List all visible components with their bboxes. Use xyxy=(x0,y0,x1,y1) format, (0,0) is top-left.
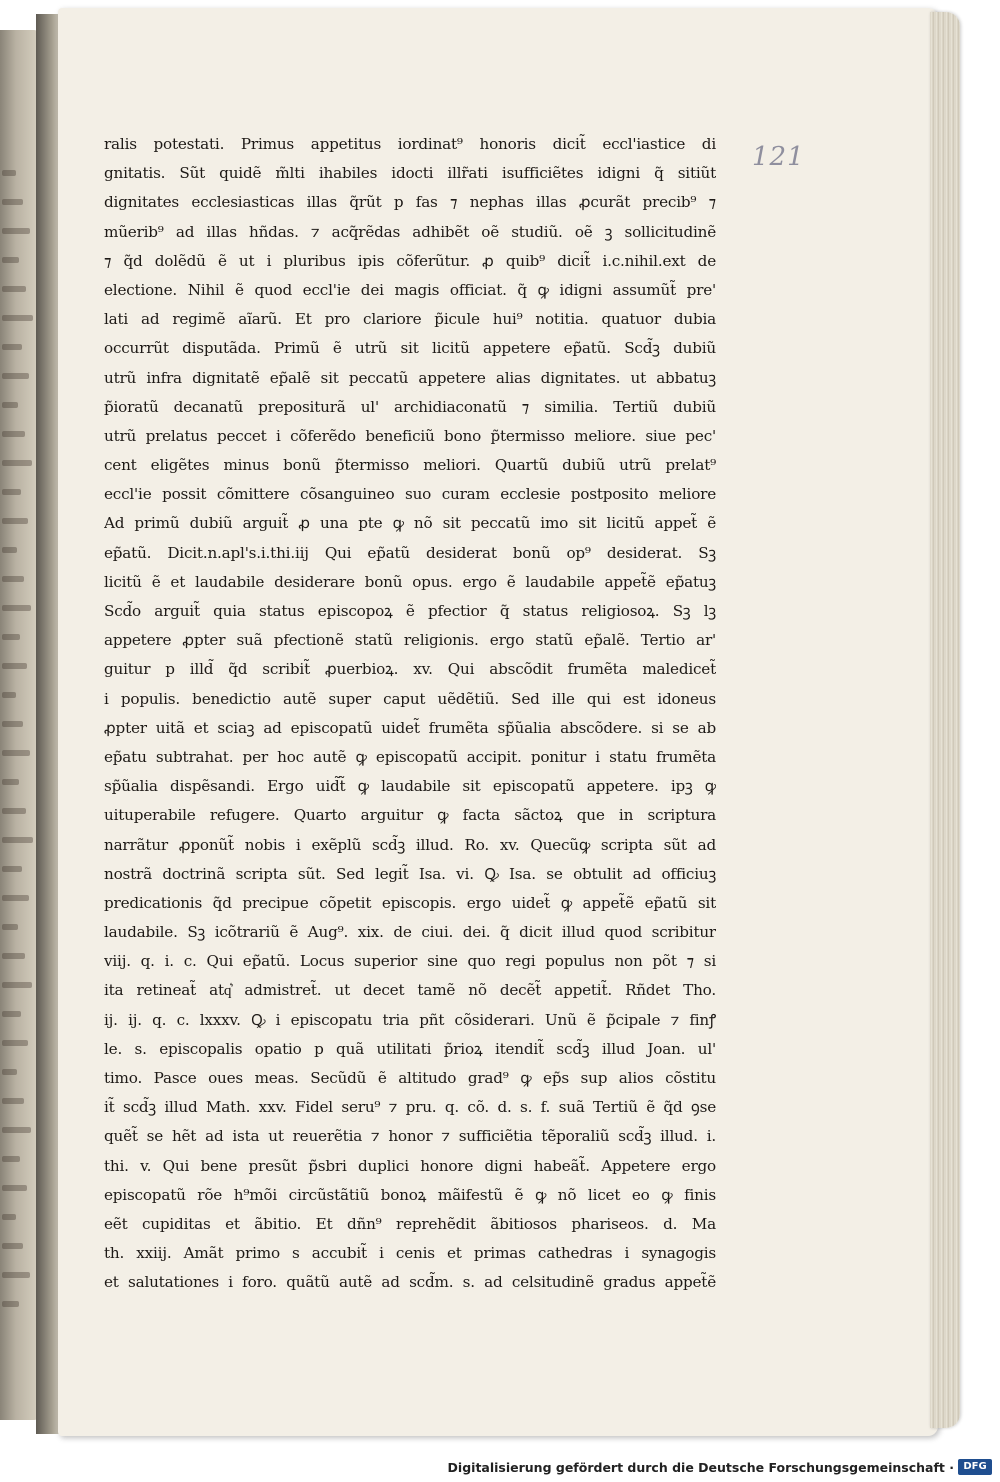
facing-page-text-trace xyxy=(2,518,28,524)
facing-page-text-trace xyxy=(2,1127,31,1133)
text-line: ꝓpter uitã et sciaꝫ ad episcopatũ uidet̃ frumẽta sp̃ũalia abscõdere. si se ab xyxy=(104,718,716,737)
text-line: le. s. episcopalis opatio p quã utilitati p̃rioꝝ itendit̃ scd̃ꝫ illud Joan. ul' xyxy=(104,1039,716,1058)
text-line: Ad primũ dubiũ arguit̃ ꝓ una pte ꝙ nõ sit peccatũ imo sit licitũ appet̃ ẽ xyxy=(104,514,716,533)
facing-page-text-trace xyxy=(2,837,33,843)
text-line: sp̃ũalia dispẽsandi. Ergo uid̃t̃ ꝙ laudabile sit episcopatũ appetere. ipꝫ ꝙ xyxy=(104,777,716,796)
text-line: utrũ prelatus peccet i cõferẽdo beneficiũ bono p̃termisso meliore. siue pec' xyxy=(104,426,716,445)
text-line: lati ad regimẽ aĩarũ. Et pro clariore p̃icule hui⁹ notitia. quatuor dubia xyxy=(104,310,716,329)
text-line: viij. q. i. c. Qui ep̃atũ. Locus superior sine quo regi populus non põt ⁊ si xyxy=(104,952,716,971)
text-line: ep̃atu subtrahat. per hoc autẽ ꝙ episcopatũ accipit. ponitur i statu frumẽta xyxy=(104,747,716,766)
facing-page-text-trace xyxy=(2,1243,23,1249)
text-line: narrãtur ꝓponũt̃ nobis i exẽplũ scd̃ꝫ illud. Ro. xv. Quecũꝙ scripta sũt ad xyxy=(104,835,716,854)
facing-page-text-trace xyxy=(2,170,16,176)
text-line: uituperabile refugere. Quarto arguitur ꝙ facta sãctoꝝ que in scriptura xyxy=(104,806,716,825)
facing-page-text-trace xyxy=(2,547,17,553)
facing-page-text-trace xyxy=(2,1098,24,1104)
facing-page-text-trace xyxy=(2,489,21,495)
facing-page-text-trace xyxy=(2,257,19,263)
facing-page-text-trace xyxy=(2,315,33,321)
text-line: thi. v. Qui bene presũt p̃sbri duplici honore digni habeãt̃. Appetere ergo xyxy=(104,1156,716,1175)
facing-page-text-trace xyxy=(2,1040,28,1046)
text-line: nostrã doctrinã scripta sũt. Sed legit̃ Isa. vi. Ꝙ Isa. se obtulit ad officiuꝫ xyxy=(104,864,716,883)
facing-page-text-trace xyxy=(2,1011,21,1017)
text-line: episcopatũ rõe h⁹mõi circũstãtiũ bonoꝝ mãifestũ ẽ ꝙ nõ licet eo ꝙ finis xyxy=(104,1185,716,1204)
facing-page-text-trace xyxy=(2,460,32,466)
text-line: dignitates ecclesiasticas illas q̃rũt p fas ⁊ nephas illas ꝓcurãt precib⁹ ⁊ xyxy=(104,193,716,212)
facing-page-text-trace xyxy=(2,1272,30,1278)
text-line: Scd̃o arguit̃ quia status episcopoꝝ ẽ pfectior q̃ status religiosoꝝ. Sꝫ lꝫ xyxy=(104,602,716,620)
left-facing-page-edge xyxy=(0,30,40,1420)
text-line: ita retineat̃ atq͛ admistret̃. ut decet tamẽ nõ decẽt̃ appetit̃. Rñdet Tho. xyxy=(104,981,716,1000)
facing-page-text-trace xyxy=(2,663,27,669)
facing-page-text-trace xyxy=(2,924,18,930)
text-line: gnitatis. Sũt quidẽ m̃lti ihabiles idocti illr̃ati isufficiẽtes idigni q̃ sitiũt xyxy=(104,164,716,183)
facing-page-text-trace xyxy=(2,402,18,408)
page-edges-stack xyxy=(930,12,960,1428)
text-line: utrũ infra dignitatẽ ep̃alẽ sit peccatũ appetere alias dignitates. ut abbatuꝫ xyxy=(104,368,716,387)
facing-page-text-trace xyxy=(2,286,26,292)
text-line: ⁊ q̃d dolẽdũ ẽ ut i pluribus ipis cõferũtur. ꝓ quib⁹ dicit̃ i.c.nihil.ext de xyxy=(104,251,716,270)
facing-page-text-trace xyxy=(2,808,26,814)
facing-page-text-trace xyxy=(2,866,22,872)
text-line: it̃ scd̃ꝫ illud Math. xxv. Fidel seru⁹ ⁊ pru. q. cõ. d. s. f. suã Tertiũ ẽ q̃d ꝯse xyxy=(104,1098,716,1117)
text-line: mũerib⁹ ad illas hñdas. ⁊ acq̃rẽdas adhibẽt oẽ studiũ. oẽ ꝫ sollicitudinẽ xyxy=(104,222,716,241)
facing-page-text-trace xyxy=(2,1156,20,1162)
facing-page-text-trace xyxy=(2,953,25,959)
text-line: occurrũt disputãda. Primũ ẽ utrũ sit licitũ appetere ep̃atũ. Scd̃ꝫ dubiũ xyxy=(104,339,716,358)
facing-page-text-trace xyxy=(2,1185,27,1191)
text-line: eccl'ie possit cõmittere cõsanguineo suo curam ecclesie postposito meliore xyxy=(104,485,716,504)
facing-page-text-trace xyxy=(2,344,22,350)
text-line: ep̃atũ. Dicit.n.apl's.i.thi.iij Qui ep̃atũ desiderat bonũ op⁹ desiderat. Sꝫ xyxy=(104,543,716,562)
dfg-logo: DFG xyxy=(958,1459,992,1475)
facing-page-text-trace xyxy=(2,431,25,437)
funding-notice: Digitalisierung gefördert durch die Deutsche Forschungsgemeinschaft · xyxy=(447,1460,954,1475)
text-line: guitur p illd̃ q̃d scribit̃ ꝓuerbioꝝ. xv. Qui abscõdit frumẽta maledicet̃ xyxy=(104,660,716,679)
text-line: ij. ij. q. c. lxxxv. Ꝙ i episcopatu tria pñt cõsiderari. Unũ ẽ p̃cipale ⁊ finꝭ xyxy=(104,1010,716,1029)
facing-page-text-trace xyxy=(2,199,23,205)
facing-page-text-trace xyxy=(2,1069,17,1075)
facing-page-text-trace xyxy=(2,228,30,234)
facing-page-text-trace xyxy=(2,692,16,698)
text-line: electione. Nihil ẽ quod eccl'ie dei magis officiat. q̃ ꝙ idigni assumũt̃ pre' xyxy=(104,280,716,299)
text-line: ralis potestati. Primus appetitus iordinat⁹ honoris dicit̃ eccl'iastice di xyxy=(104,135,716,153)
facing-page-text-trace xyxy=(2,895,29,901)
folio-number: 121 xyxy=(752,142,805,172)
text-line: cent eligẽtes minus bonũ p̃termisso meliori. Quartũ dubiũ utrũ prelat⁹ xyxy=(104,456,716,475)
footer-bar xyxy=(0,1456,1000,1482)
facing-page-text-trace xyxy=(2,576,24,582)
text-line: quẽt̃ se hẽt ad ista ut reuerẽtia ⁊ honor ⁊ sufficiẽtia tẽporaliũ scd̃ꝫ illud. i. xyxy=(104,1127,716,1146)
facing-page-text-trace xyxy=(2,634,20,640)
text-line: timo. Pasce oues meas. Secũdũ ẽ altitudo grad⁹ ꝙ ep̃s sup alios cõstitu xyxy=(104,1069,716,1087)
facing-page-text-trace xyxy=(2,1301,19,1307)
text-line: licitũ ẽ et laudabile desiderare bonũ opus. ergo ẽ laudabile appet̃ẽ ep̃atuꝫ xyxy=(104,572,716,591)
facing-page-text-trace xyxy=(2,982,32,988)
facing-page-text-trace xyxy=(2,373,29,379)
text-line: i populis. benedictio autẽ super caput uẽdẽtiũ. Sed ille qui est idoneus xyxy=(104,689,716,708)
text-line: th. xxiij. Amãt primo s accubit̃ i cenis et primas cathedras i synagogis xyxy=(104,1244,716,1263)
text-line: p̃ioratũ decanatũ prepositurã ul' archidiaconatũ ⁊ similia. Tertiũ dubiũ xyxy=(104,397,716,416)
text-block xyxy=(104,130,716,1298)
facing-page-text-trace xyxy=(2,605,31,611)
facing-page-text-trace xyxy=(2,779,19,785)
text-line: appetere ꝓpter suã pfectionẽ statũ religionis. ergo statũ ep̃alẽ. Tertio ar' xyxy=(104,631,716,650)
text-line: eẽt cupiditas et ãbitio. Et dñn⁹ reprehẽdit ãbitiosos phariseos. d. Ma xyxy=(104,1214,716,1233)
text-line: laudabile. Sꝫ icõtrariũ ẽ Aug⁹. xix. de ciui. dei. q̃ dicit illud quod scribitur xyxy=(104,923,716,942)
facing-page-text-trace xyxy=(2,721,23,727)
text-line: et salutationes i foro. quãtũ autẽ ad scd̃m. s. ad celsitudinẽ gradus appet̃ẽ xyxy=(104,1273,716,1292)
facing-page-text-trace xyxy=(2,1214,16,1220)
facing-page-text-trace xyxy=(2,750,30,756)
text-line: predicationis q̃d precipue cõpetit episcopis. ergo uidet̃ ꝙ appet̃ẽ ep̃atũ sit xyxy=(104,893,716,912)
